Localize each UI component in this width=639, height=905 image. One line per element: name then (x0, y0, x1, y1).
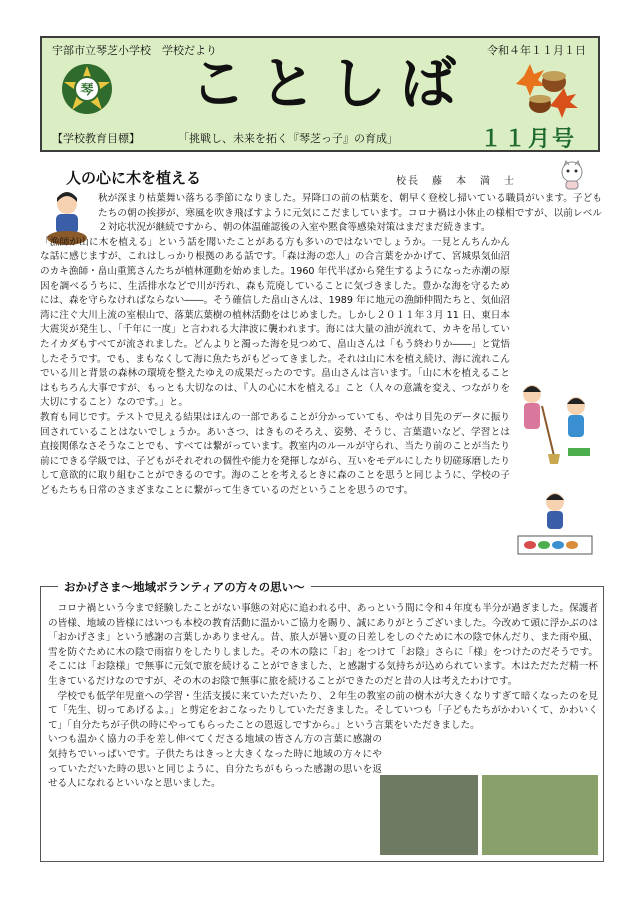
community-paragraph: 学校でも低学年児童への学習・生活支援に来ていただいたり、２年生の教室の前の樹木が大きくなりすぎて暗くなったのを見て「先生、切ってあげるよ。」と剪定をおこなったりしていただきました。そしていつも「子どもたちがかわいくて、かわいくて」「自分たちが子供の時にやってもらったことの恩返しですから。」という言葉をいただきました。 (48, 690, 598, 731)
children-sweeping-illustration-icon (512, 376, 598, 468)
article-paragraph: 秋が深まり枯葉舞い落ちる季節になりました。昇降口の前の枯葉を、朝早く登校し掃いている職員がいます。子どもたちの朝の挨拶が、寒風を吹き飛ばすように元気にこだましています。コロナ禍は小休止の様相ですが、以前レベル２対応状況が継続ですから、朝の体温確認後の入室や黙食等感染対策はまだまだ続きます。 (98, 193, 602, 234)
article-heading: 人の心に木を植える (66, 169, 202, 187)
newsletter-title: ことしば (190, 51, 470, 117)
community-section-title: おかげさま～地域ボランティアの方々の思い～ (58, 579, 311, 595)
child-arranging-shoes-illustration-icon (512, 488, 598, 558)
school-emblem-icon (60, 62, 114, 116)
community-paragraph: いつも温かく協力の手を差し伸べてくださる地域の皆さん方の言葉に感謝の気持ちでいっぱいです。子供たちはきっと大きくなった時に地域の方々にやっていただいた時の思いと同じように、自分たちがもらった感謝の思いを返せる人になれるといいなと思いました。 (48, 734, 382, 790)
issue-month: １１月号 (479, 127, 576, 152)
tree-pruning-photo (482, 775, 598, 855)
autumn-leaves-icon (514, 62, 580, 120)
school-name: 宇部市立琴芝小学校 学校だより (52, 44, 217, 57)
masthead (40, 36, 600, 152)
community-paragraph: コロナ禍という今まで経験したことがない事態の対応に追われる中、あっという間に令和４年度も半分が過ぎました。保護者の皆様、地域の皆様にはいつも本校の教育活動に温かいご協力を賜り、誠にありがとうございました。今改めて頭に浮かぶのは「おかげさま」という感謝の言葉しかありません。昔、旅人が暑い夏の日差しをしのぐために木の陰で休んだり、また雨や風、雪を防ぐために木の陰で雨宿りをしたりしました。その木の陰に「お」をつけて「お陰」さらに「様」をつけたのだそうです。そこには「お陰様」で無事に元気で旅を続けることができました、と感謝する気持ちが込められています。木はただただ精一杯生きているだけなのですが、その木のお陰で無事に旅を続けることができたのだと昔の人は考えたわけです。 (48, 603, 598, 687)
issue-date: 令和４年１１月１日 (487, 44, 586, 57)
article-paragraph: 「漁師が山に木を植える」という話を聞いたことがある方も多いのではないでしょうか。一見とんちんかんな話に感じますが、これはしっかり根拠のある話です。「森は海の恋人」の合言葉をかかげて、宮城県気仙沼のカキ漁師・畠山重篤さんたちが植林運動を始めました。1960 年代半ばから発生するようになった赤潮の原因を調べるうちに、生活排水などで川が汚れ、森も荒廃していることに気づきました。豊かな海を守るためには、森を守らなければならない――。そう確信した畠山さんは、1989 年に地元の漁師仲間たちと、気仙沼湾に注ぐ大川上流の室根山で、落葉広葉樹の植林活動をはじめました。しかし２０１１年３月 11 日、東日本大震災が発生し、「千年に一度」と言われる大津波に襲われます。海には大量の油が流れて、カキを吊していたイカダもすべてが流されました。どんよりと濁った海を見つめて、畠山さんは「もう終わりか――」と覚悟したそうです。でも、まもなくして海に魚たちがもどってきました。それは山に木を植え続け、海に流れこんでいる川と背景の森林の環境を整えたゆえの成果だったのです。畠山さんは言います。「山に木を植えることはもちろん大事ですが、もっとも大切なのは、『人の心に木を植える』こと（人々の意識を変え、つながりを大切にすること）なのです。」と。 (40, 236, 510, 409)
mascot-icon (558, 160, 586, 190)
emblem-char: 琴 (80, 83, 94, 98)
school-motto: 「挑戦し、未来を拓く『琴芝っ子』の育成」 (178, 132, 398, 145)
community-section-text (48, 602, 598, 792)
motto-label: 【学校教育目標】 (52, 132, 140, 145)
classroom-photo (380, 775, 478, 855)
article-author: 校長 藤 本 満 士 (396, 176, 516, 187)
article-paragraph: 教育も同じです。テストで見える結果はほんの一部であることが分かっていても、やはり目先のデータに振り回されていることはないでしょうか。あいさつ、はきものそろえ、姿勢、そうじ、言葉遣いなど、学習とは直接関係なさそうなことでも、すべては繋がっています。教室内のルールが守られ、当たり前のことが当たり前にできる学級では、子どもがそれぞれの個性や能力を発揮しながら、互いをモデルにしたり切磋琢磨したりして意欲的に取り組むことができるのです。海のことを考えるときに森のことを思うと同じように、学校の子どもたちも日常のさまざまなことに繋がって生きているのだということを思うのです。 (40, 411, 510, 496)
